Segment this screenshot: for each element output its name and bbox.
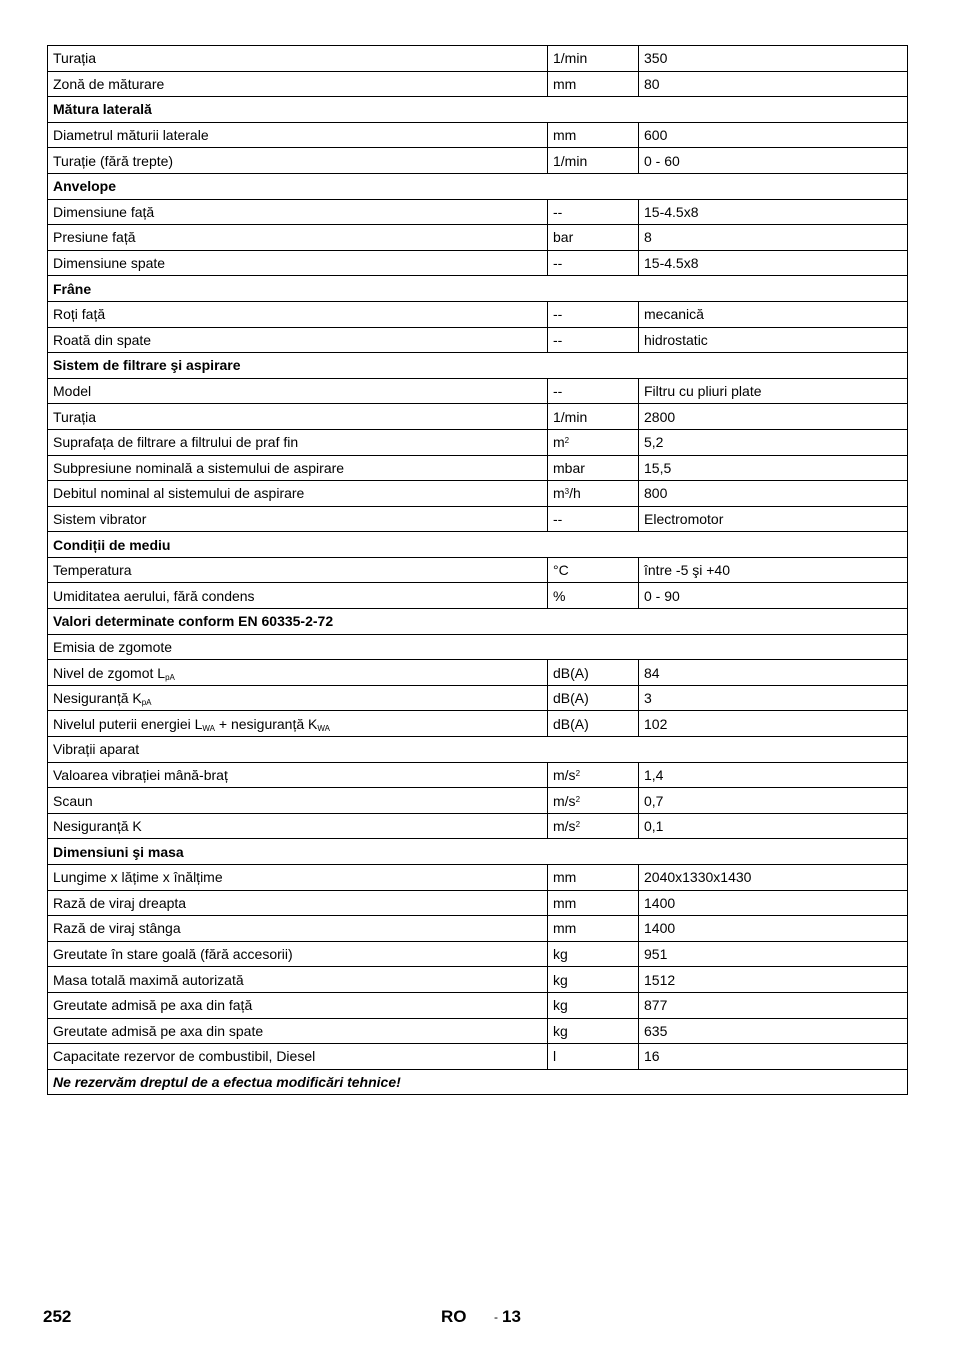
note-text: Ne rezervăm dreptul de a efectua modificări tehnice! <box>53 1074 401 1091</box>
section-title: Anvelope <box>53 178 117 195</box>
spec-label-cell <box>48 865 548 891</box>
section-page-value: 13 <box>502 1307 521 1326</box>
spec-label-cell <box>48 404 548 430</box>
table-row <box>48 557 908 583</box>
table-row <box>48 890 908 916</box>
spec-value: Electromotor <box>644 510 724 527</box>
table-row <box>48 1018 908 1044</box>
spec-value: 3 <box>644 690 652 707</box>
spec-label-cell <box>48 941 548 967</box>
spec-label: Umiditatea aerului, fără condens <box>53 587 255 604</box>
spec-unit-cell <box>548 404 639 430</box>
spec-unit: m/s <box>553 792 576 809</box>
spec-value: 877 <box>644 997 668 1014</box>
spec-unit: 1/min <box>553 50 588 67</box>
spec-unit-cell <box>548 250 639 276</box>
spec-unit: dB(A) <box>553 664 589 681</box>
table-row <box>48 250 908 276</box>
spec-unit-cell <box>548 557 639 583</box>
spec-unit: mbar <box>553 459 585 476</box>
spec-label-cell <box>48 301 548 327</box>
spec-unit-cell <box>548 225 639 251</box>
spec-value-cell <box>639 378 908 404</box>
note-row <box>48 1069 908 1095</box>
spec-value: între -5 şi +40 <box>644 562 730 579</box>
spec-label: Rază de viraj stânga <box>53 920 181 937</box>
spec-value-cell <box>639 404 908 430</box>
table-row <box>48 455 908 481</box>
spec-unit: -- <box>553 331 563 348</box>
spec-label-cell <box>48 762 548 788</box>
spec-unit: mm <box>553 894 577 911</box>
section-header-row <box>48 532 908 558</box>
section-header-row <box>48 353 908 379</box>
table-row <box>48 378 908 404</box>
spec-value: 84 <box>644 664 660 681</box>
spec-value-cell <box>639 301 908 327</box>
spec-unit-superscript: 2 <box>564 436 570 446</box>
spec-unit: mm <box>553 75 577 92</box>
spec-label: Temperatura <box>53 562 132 579</box>
spec-unit-cell <box>548 506 639 532</box>
spec-value-cell <box>639 199 908 225</box>
spec-label-cell <box>48 250 548 276</box>
spec-label-cell <box>48 429 548 455</box>
spec-value-cell <box>639 148 908 174</box>
spec-unit: -- <box>553 203 563 220</box>
table-row <box>48 711 908 737</box>
spec-value: 0 - 60 <box>644 152 680 169</box>
table-row <box>48 762 908 788</box>
spec-unit-cell <box>548 788 639 814</box>
spec-value: 2800 <box>644 408 676 425</box>
spec-label-cell <box>48 583 548 609</box>
spec-unit-suffix: /h <box>569 485 581 502</box>
spec-unit: 1/min <box>553 152 588 169</box>
table-row <box>48 813 908 839</box>
spec-unit: mm <box>553 869 577 886</box>
spec-unit-cell <box>548 865 639 891</box>
spec-label-cell <box>48 199 548 225</box>
spec-label: Lungime x lățime x înălțime <box>53 869 223 886</box>
spec-label: Nesiguranță K <box>53 818 142 835</box>
spec-unit: bar <box>553 229 574 246</box>
spec-label: Nivel de zgomot L <box>53 664 166 681</box>
spec-value: 102 <box>644 715 668 732</box>
section-header <box>48 276 908 302</box>
spec-unit-superscript: 3 <box>564 487 570 497</box>
section-title: Frâne <box>53 280 92 297</box>
spec-value: 600 <box>644 127 668 144</box>
spec-label: Capacitate rezervor de combustibil, Diesel <box>53 1048 316 1065</box>
spec-label: Valoarea vibrației mână-braț <box>53 766 228 783</box>
spec-unit-cell <box>548 122 639 148</box>
spec-label-subscript: pA <box>141 698 152 708</box>
spec-label-subscript: WA <box>202 723 216 733</box>
spec-unit: kg <box>553 1022 568 1039</box>
spec-label-cell <box>48 557 548 583</box>
spec-label: Subpresiune nominală a sistemului de aspirare <box>53 459 345 476</box>
table-row <box>48 481 908 507</box>
spec-unit-cell <box>548 301 639 327</box>
spec-label: Roată din spate <box>53 331 152 348</box>
table-row <box>48 865 908 891</box>
spec-label-cell <box>48 378 548 404</box>
table-row <box>48 916 908 942</box>
spec-label-cell <box>48 455 548 481</box>
spec-value-cell <box>639 225 908 251</box>
spec-value-cell <box>639 583 908 609</box>
spec-unit: kg <box>553 946 568 963</box>
spec-label: Greutate admisă pe axa din față <box>53 997 253 1014</box>
spec-value-cell <box>639 890 908 916</box>
spec-label: Presiune față <box>53 229 136 246</box>
spec-unit: -- <box>553 255 563 272</box>
spec-value: 5,2 <box>644 434 664 451</box>
spec-label: Roți față <box>53 306 106 323</box>
spec-value-cell <box>639 1018 908 1044</box>
spec-unit-cell <box>548 199 639 225</box>
spec-label: Greutate în stare goală (fără accesorii) <box>53 946 293 963</box>
spec-value: 15-4.5x8 <box>644 203 699 220</box>
spec-label: Masa totală maximă autorizată <box>53 971 244 988</box>
spec-label-subscript: WA <box>317 723 330 733</box>
spec-label: Sistem vibrator <box>53 510 147 527</box>
spec-label-continued: + nesiguranță K <box>215 715 318 732</box>
spec-unit: -- <box>553 510 563 527</box>
spec-unit-cell <box>548 813 639 839</box>
spec-value-cell <box>639 916 908 942</box>
subgroup-title: Vibrații aparat <box>53 741 140 758</box>
section-title: Condiții de mediu <box>53 536 171 553</box>
spec-value-cell <box>639 711 908 737</box>
spec-unit-cell <box>548 967 639 993</box>
spec-value: 0,7 <box>644 792 664 809</box>
spec-label: Rază de viraj dreapta <box>53 894 187 911</box>
page-number: 252 <box>43 1307 72 1326</box>
spec-value-cell <box>639 762 908 788</box>
spec-value-cell <box>639 941 908 967</box>
spec-label: Greutate admisă pe axa din spate <box>53 1022 264 1039</box>
spec-unit-cell <box>548 583 639 609</box>
table-row <box>48 660 908 686</box>
spec-label-cell <box>48 916 548 942</box>
spec-label: Dimensiune spate <box>53 255 166 272</box>
spec-label-subscript: pA <box>165 672 175 682</box>
table-row <box>48 685 908 711</box>
spec-label-cell <box>48 148 548 174</box>
table-row <box>48 992 908 1018</box>
spec-label-cell <box>48 660 548 686</box>
spec-unit-cell <box>548 660 639 686</box>
table-row <box>48 225 908 251</box>
spec-value: 800 <box>644 485 668 502</box>
spec-unit-cell <box>548 711 639 737</box>
spec-unit: % <box>553 587 566 604</box>
spec-label: Suprafața de filtrare a filtrului de praf fin <box>53 434 299 451</box>
section-page-number <box>494 1307 521 1327</box>
spec-value-cell <box>639 481 908 507</box>
spec-value-cell <box>639 685 908 711</box>
spec-unit: -- <box>553 383 563 400</box>
spec-value-cell <box>639 429 908 455</box>
spec-value-cell <box>639 992 908 1018</box>
spec-label-cell <box>48 481 548 507</box>
spec-value: 1512 <box>644 971 676 988</box>
table-row <box>48 583 908 609</box>
spec-value: 2040x1330x1430 <box>644 869 752 886</box>
spec-value: 1,4 <box>644 766 664 783</box>
spec-label-cell <box>48 46 548 72</box>
spec-unit: m/s <box>553 766 576 783</box>
table-row <box>48 148 908 174</box>
spec-label-cell <box>48 1018 548 1044</box>
spec-unit-cell <box>548 762 639 788</box>
spec-value-cell <box>639 327 908 353</box>
spec-unit-cell <box>548 429 639 455</box>
spec-unit: mm <box>553 127 577 144</box>
language-code: RO <box>441 1307 467 1326</box>
spec-label-cell <box>48 1044 548 1070</box>
spec-label: Model <box>53 383 92 400</box>
technical-data-body <box>48 46 908 1095</box>
spec-value: Filtru cu pliuri plate <box>644 383 762 400</box>
spec-unit: kg <box>553 997 568 1014</box>
spec-label: Debitul nominal al sistemului de aspirare <box>53 485 305 502</box>
section-header <box>48 609 908 635</box>
spec-value: 1400 <box>644 920 676 937</box>
spec-value-cell <box>639 1044 908 1070</box>
spec-unit-cell <box>548 941 639 967</box>
spec-value: mecanică <box>644 306 704 323</box>
spec-unit-superscript: 2 <box>575 768 581 778</box>
table-row <box>48 1044 908 1070</box>
section-header-row <box>48 173 908 199</box>
section-header-row <box>48 97 908 123</box>
table-row <box>48 199 908 225</box>
table-row <box>48 404 908 430</box>
spec-label-cell <box>48 122 548 148</box>
spec-unit: mm <box>553 920 577 937</box>
spec-unit-cell <box>548 378 639 404</box>
spec-label: Dimensiune față <box>53 203 155 220</box>
spec-label-cell <box>48 71 548 97</box>
spec-value: 350 <box>644 50 668 67</box>
spec-label-cell <box>48 506 548 532</box>
spec-value: 951 <box>644 946 668 963</box>
spec-value: 15,5 <box>644 459 672 476</box>
table-row <box>48 301 908 327</box>
spec-value-cell <box>639 660 908 686</box>
subgroup-row <box>48 737 908 763</box>
spec-value: hidrostatic <box>644 331 708 348</box>
spec-label-cell <box>48 788 548 814</box>
spec-unit: m <box>553 434 565 451</box>
spec-value-cell <box>639 967 908 993</box>
table-row <box>48 429 908 455</box>
spec-label-cell <box>48 685 548 711</box>
spec-value: 16 <box>644 1048 660 1065</box>
spec-unit-superscript: 2 <box>575 820 581 830</box>
spec-unit-cell <box>548 71 639 97</box>
table-row <box>48 941 908 967</box>
spec-unit-cell <box>548 890 639 916</box>
section-header-row <box>48 839 908 865</box>
spec-unit: m <box>553 485 565 502</box>
table-row <box>48 46 908 72</box>
spec-unit-cell <box>548 455 639 481</box>
spec-value: 0 - 90 <box>644 587 680 604</box>
table-row <box>48 967 908 993</box>
spec-label-cell <box>48 711 548 737</box>
spec-label: Turație (fără trepte) <box>53 152 174 169</box>
spec-value-cell <box>639 557 908 583</box>
spec-label-cell <box>48 890 548 916</box>
spec-label: Nesiguranță K <box>53 690 142 707</box>
section-header <box>48 839 908 865</box>
subgroup-label <box>48 737 908 763</box>
subgroup-title: Emisia de zgomote <box>53 638 173 655</box>
spec-unit-cell <box>548 1044 639 1070</box>
spec-unit-superscript: 2 <box>575 794 581 804</box>
table-row <box>48 506 908 532</box>
table-row <box>48 788 908 814</box>
spec-unit-cell <box>548 46 639 72</box>
section-header <box>48 173 908 199</box>
spec-value-cell <box>639 71 908 97</box>
technical-changes-note <box>48 1069 908 1095</box>
spec-unit: dB(A) <box>553 690 589 707</box>
spec-unit-cell <box>548 916 639 942</box>
spec-label: Diametrul măturii laterale <box>53 127 209 144</box>
spec-value-cell <box>639 46 908 72</box>
section-header <box>48 532 908 558</box>
spec-label: Turația <box>53 408 97 425</box>
subgroup-label <box>48 634 908 660</box>
spec-unit: -- <box>553 306 563 323</box>
section-title: Dimensiuni şi masa <box>53 843 184 860</box>
spec-value-cell <box>639 865 908 891</box>
spec-label: Zonă de măturare <box>53 75 165 92</box>
spec-unit: dB(A) <box>553 715 589 732</box>
spec-value-cell <box>639 250 908 276</box>
spec-label-cell <box>48 225 548 251</box>
section-title: Valori determinate conform EN 60335-2-72 <box>53 613 334 630</box>
spec-label-cell <box>48 813 548 839</box>
spec-value-cell <box>639 813 908 839</box>
subgroup-row <box>48 634 908 660</box>
spec-value: 635 <box>644 1022 668 1039</box>
spec-unit-cell <box>548 327 639 353</box>
spec-value-cell <box>639 506 908 532</box>
spec-label: Nivelul puterii energiei L <box>53 715 203 732</box>
spec-value: 0,1 <box>644 818 664 835</box>
spec-label-cell <box>48 967 548 993</box>
spec-value: 8 <box>644 229 652 246</box>
spec-unit: kg <box>553 971 568 988</box>
spec-unit: 1/min <box>553 408 588 425</box>
technical-data-table <box>47 45 908 1095</box>
spec-unit: l <box>553 1048 557 1065</box>
spec-label: Scaun <box>53 792 93 809</box>
spec-label: Turația <box>53 50 97 67</box>
spec-unit-cell <box>548 148 639 174</box>
spec-unit-cell <box>548 1018 639 1044</box>
table-row <box>48 122 908 148</box>
spec-value-cell <box>639 122 908 148</box>
section-header <box>48 97 908 123</box>
spec-value: 80 <box>644 75 660 92</box>
section-title: Sistem de filtrare şi aspirare <box>53 357 241 374</box>
spec-unit-cell <box>548 685 639 711</box>
spec-value: 15-4.5x8 <box>644 255 699 272</box>
spec-unit: °C <box>553 562 569 579</box>
spec-label-cell <box>48 992 548 1018</box>
spec-value-cell <box>639 788 908 814</box>
table-row <box>48 327 908 353</box>
spec-unit-cell <box>548 992 639 1018</box>
table-row <box>48 71 908 97</box>
section-header <box>48 353 908 379</box>
page-dash: - <box>494 1310 498 1324</box>
spec-label-cell <box>48 327 548 353</box>
spec-value: 1400 <box>644 894 676 911</box>
spec-unit: m/s <box>553 818 576 835</box>
spec-unit-cell <box>548 481 639 507</box>
section-header-row <box>48 276 908 302</box>
section-header-row <box>48 609 908 635</box>
spec-value-cell <box>639 455 908 481</box>
section-title: Mătura laterală <box>53 101 152 118</box>
